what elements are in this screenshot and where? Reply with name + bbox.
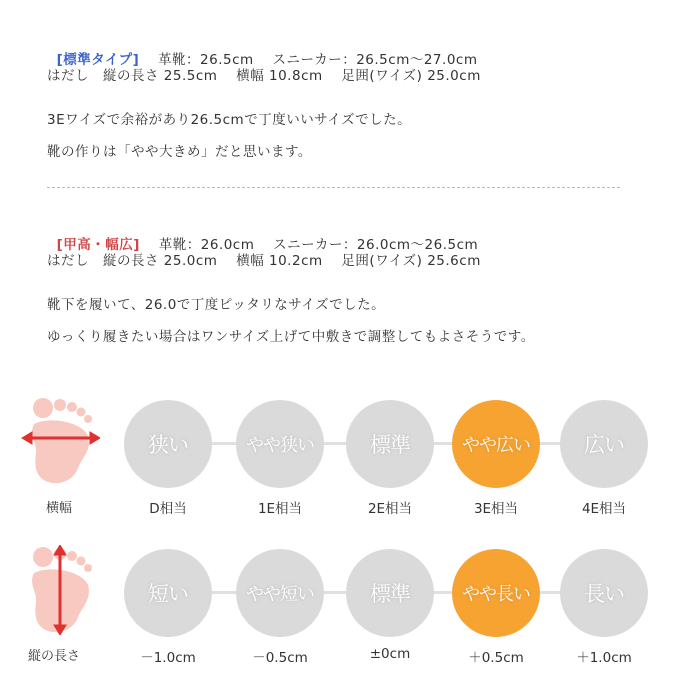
length-row-label: 縦の長さ xyxy=(28,649,81,664)
high-sizes-text: 革靴：26.0cm スニーカー：26.0cm～26.5cm xyxy=(158,237,479,253)
foot-width-icon xyxy=(20,396,100,486)
width-row-label: 横幅 xyxy=(46,501,73,516)
length-level-1-sub: －1.0cm xyxy=(140,650,196,666)
length-level-4-circle: やや長い xyxy=(452,549,540,637)
width-level-5-circle: 広い xyxy=(560,400,648,488)
high-comment-2: ゆっくり履きたい場合はワンサイズ上げて中敷きで調整してもよさそうです。 xyxy=(47,329,535,345)
width-level-5-sub: 4E相当 xyxy=(581,501,627,517)
width-level-1-sub: D相当 xyxy=(149,501,187,517)
high-sizes-line xyxy=(47,217,478,253)
high-barefoot-line: はだし 縦の長さ 25.0cm 横幅 10.2cm 足囲(ワイズ) 25.6cm xyxy=(47,253,481,269)
length-level-5-sub: ＋1.0cm xyxy=(576,650,632,666)
length-level-3-circle: 標準 xyxy=(346,549,434,637)
length-level-4-sub: ＋0.5cm xyxy=(468,650,524,666)
width-level-4-circle: やや広い xyxy=(452,400,540,488)
width-level-1-circle: 狭い xyxy=(124,400,212,488)
width-level-4-sub: 3E相当 xyxy=(473,501,519,517)
width-level-2-circle: やや狭い xyxy=(236,400,324,488)
normal-sizes-line xyxy=(47,32,477,68)
section-divider xyxy=(47,187,620,188)
length-level-1-circle: 短い xyxy=(124,549,212,637)
length-level-5-circle: 長い xyxy=(560,549,648,637)
length-level-2-sub: －0.5cm xyxy=(252,650,308,666)
normal-barefoot-line: はだし 縦の長さ 25.5cm 横幅 10.8cm 足囲(ワイズ) 25.0cm xyxy=(47,68,481,84)
width-scale xyxy=(0,396,680,521)
width-level-3-sub: 2E相当 xyxy=(367,501,413,517)
width-level-2-sub: 1E相当 xyxy=(257,501,303,517)
normal-comment-1: 3Eワイズで余裕があり26.5cmで丁度いいサイズでした。 xyxy=(47,112,412,128)
normal-comment-2: 靴の作りは「やや大きめ」だと思います。 xyxy=(47,144,312,160)
length-level-2-circle: やや短い xyxy=(236,549,324,637)
high-type-tag: [甲高・幅広] xyxy=(56,237,140,253)
foot-length-icon xyxy=(20,545,100,635)
length-scale xyxy=(0,545,680,670)
length-level-3-sub: ±0cm xyxy=(369,646,411,662)
width-level-3-circle: 標準 xyxy=(346,400,434,488)
normal-sizes-text: 革靴：26.5cm スニーカー：26.5cm～27.0cm xyxy=(158,52,478,68)
normal-type-tag: [標準タイプ] xyxy=(56,52,140,68)
high-comment-1: 靴下を履いて、26.0で丁度ピッタリなサイズでした。 xyxy=(47,297,386,313)
